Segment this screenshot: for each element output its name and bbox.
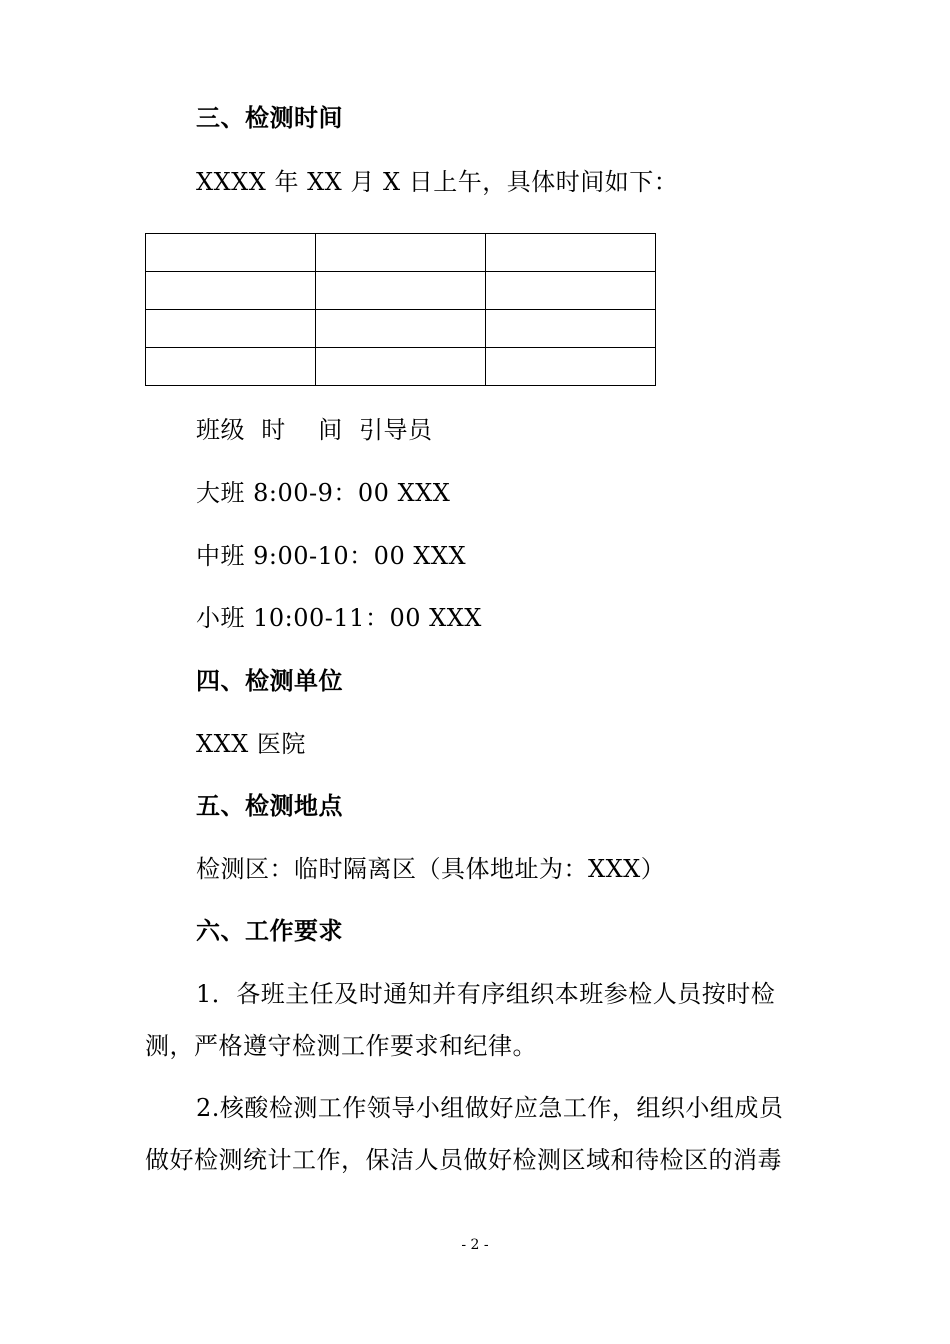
requirement-item-2-line-2: 做好检测统计工作，保洁人员做好检测区域和待检区的消毒 — [145, 1146, 782, 1174]
section-heading-work-requirements: 六、工作要求 — [196, 917, 343, 945]
table-cell — [316, 310, 486, 348]
empty-schedule-table — [145, 233, 656, 386]
table-row — [146, 234, 656, 272]
table-cell — [316, 272, 486, 310]
page-number: - 2 - — [461, 1237, 489, 1253]
table-cell — [146, 310, 316, 348]
section-heading-detection-time: 三、检测时间 — [196, 104, 343, 132]
table-cell — [486, 234, 656, 272]
detection-location-text: 检测区：临时隔离区（具体地址为：XXX） — [196, 855, 666, 883]
schedule-row-middle-class: 中班 9:00-10：00 XXX — [196, 542, 467, 570]
schedule-row-big-class: 大班 8:00-9：00 XXX — [196, 479, 451, 507]
table-cell — [486, 348, 656, 386]
table-cell — [146, 234, 316, 272]
table-cell — [316, 234, 486, 272]
table-cell — [486, 272, 656, 310]
section-heading-detection-unit: 四、检测单位 — [196, 667, 343, 695]
table-cell — [146, 272, 316, 310]
schedule-header: 班级 时 间 引导员 — [196, 416, 433, 444]
section-heading-detection-location: 五、检测地点 — [196, 792, 343, 820]
schedule-row-small-class: 小班 10:00-11：00 XXX — [196, 604, 482, 632]
requirement-item-1-line-1: 1．各班主任及时通知并有序组织本班参检人员按时检 — [196, 980, 776, 1008]
table-cell — [316, 348, 486, 386]
table-row — [146, 272, 656, 310]
table-cell — [146, 348, 316, 386]
requirement-item-2-line-1: 2.核酸检测工作领导小组做好应急工作，组织小组成员 — [196, 1094, 784, 1122]
table-cell — [486, 310, 656, 348]
requirement-item-1-line-2: 测，严格遵守检测工作要求和纪律。 — [145, 1032, 537, 1060]
table-row — [146, 348, 656, 386]
detection-unit-text: XXX 医院 — [196, 730, 306, 758]
detection-date-text: XXXX 年 XX 月 X 日上午，具体时间如下： — [196, 168, 679, 196]
table-row — [146, 310, 656, 348]
